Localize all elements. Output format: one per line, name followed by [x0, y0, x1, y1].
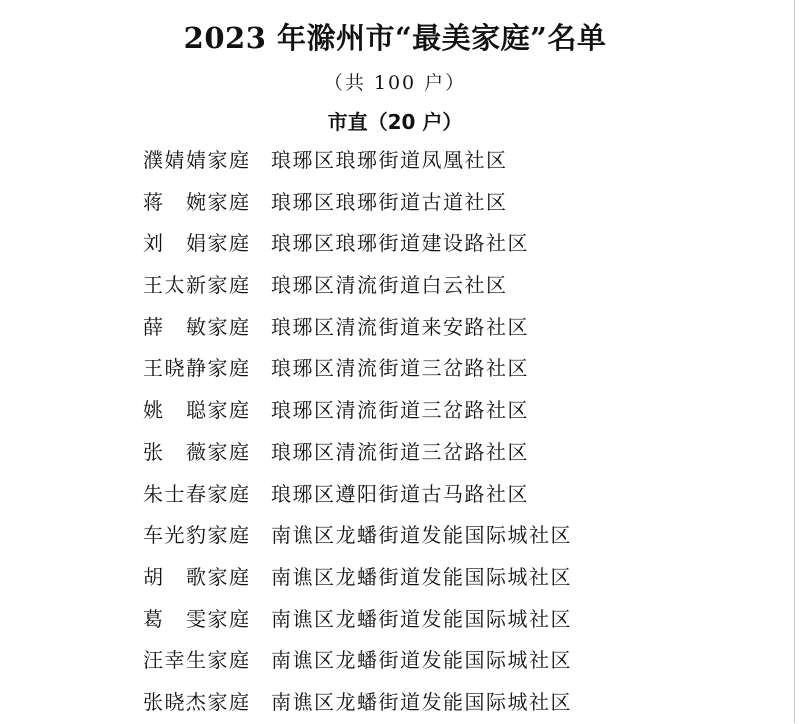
- family-name: 汪幸生家庭: [143, 648, 251, 673]
- family-address: 南谯区龙蟠街道发能国际城社区: [271, 523, 572, 548]
- family-address: 南谯区龙蟠街道发能国际城社区: [271, 606, 572, 631]
- list-item: [143, 682, 572, 724]
- family-address: 南谯区龙蟠街道发能国际城社区: [271, 689, 572, 714]
- page-edge-divider: [794, 0, 795, 723]
- family-name: 张晓杰家庭: [143, 689, 251, 714]
- family-name: 濮婧婧家庭: [143, 148, 251, 172]
- family-list: [143, 140, 572, 724]
- family-name: 葛 雯家庭: [143, 606, 251, 631]
- family-address: 琅琊区琅琊街道古道社区: [271, 189, 508, 214]
- list-item: [143, 265, 572, 307]
- list-item: [143, 599, 572, 641]
- family-name: 张 薇家庭: [143, 439, 251, 464]
- family-address: 琅琊区琅琊街道建设路社区: [271, 231, 529, 256]
- list-item: [143, 348, 572, 390]
- family-address: 琅琊区清流街道三岔路社区: [271, 398, 529, 423]
- list-item: [143, 307, 572, 349]
- family-name: 刘 娟家庭: [143, 231, 251, 256]
- family-address: 琅琊区清流街道白云社区: [271, 273, 508, 298]
- family-name: 蒋 婉家庭: [143, 189, 251, 214]
- family-name: 王晓静家庭: [143, 356, 251, 381]
- family-address: 琅琊区清流街道三岔路社区: [271, 356, 529, 381]
- family-address: 琅琊区琅琊街道凤凰社区: [271, 148, 508, 172]
- family-address: 琅琊区清流街道来安路社区: [271, 314, 529, 339]
- family-name: 朱士春家庭: [143, 481, 251, 506]
- family-name: 姚 聪家庭: [143, 398, 251, 423]
- list-item: [143, 432, 572, 474]
- list-item: [143, 223, 572, 265]
- list-item: [143, 515, 572, 557]
- list-item: [143, 474, 572, 516]
- section-header: 市直（20 户）: [327, 110, 463, 134]
- family-name: 王太新家庭: [143, 273, 251, 298]
- document-title: 2023 年滁州市“最美家庭”名单: [183, 21, 607, 55]
- family-address: 南谯区龙蟠街道发能国际城社区: [271, 564, 572, 589]
- family-address: 琅琊区遵阳街道古马路社区: [271, 481, 529, 506]
- family-address: 琅琊区清流街道三岔路社区: [271, 439, 529, 464]
- list-item: [143, 390, 572, 432]
- family-name: 胡 歌家庭: [143, 564, 251, 589]
- list-item: [143, 557, 572, 599]
- list-item: [143, 140, 572, 182]
- family-address: 南谯区龙蟠街道发能国际城社区: [271, 648, 572, 673]
- family-name: 薛 敏家庭: [143, 314, 251, 339]
- list-item: [143, 640, 572, 682]
- list-item: [143, 182, 572, 224]
- family-name: 车光豹家庭: [143, 523, 251, 548]
- document-subtitle: （共 100 户）: [323, 72, 467, 94]
